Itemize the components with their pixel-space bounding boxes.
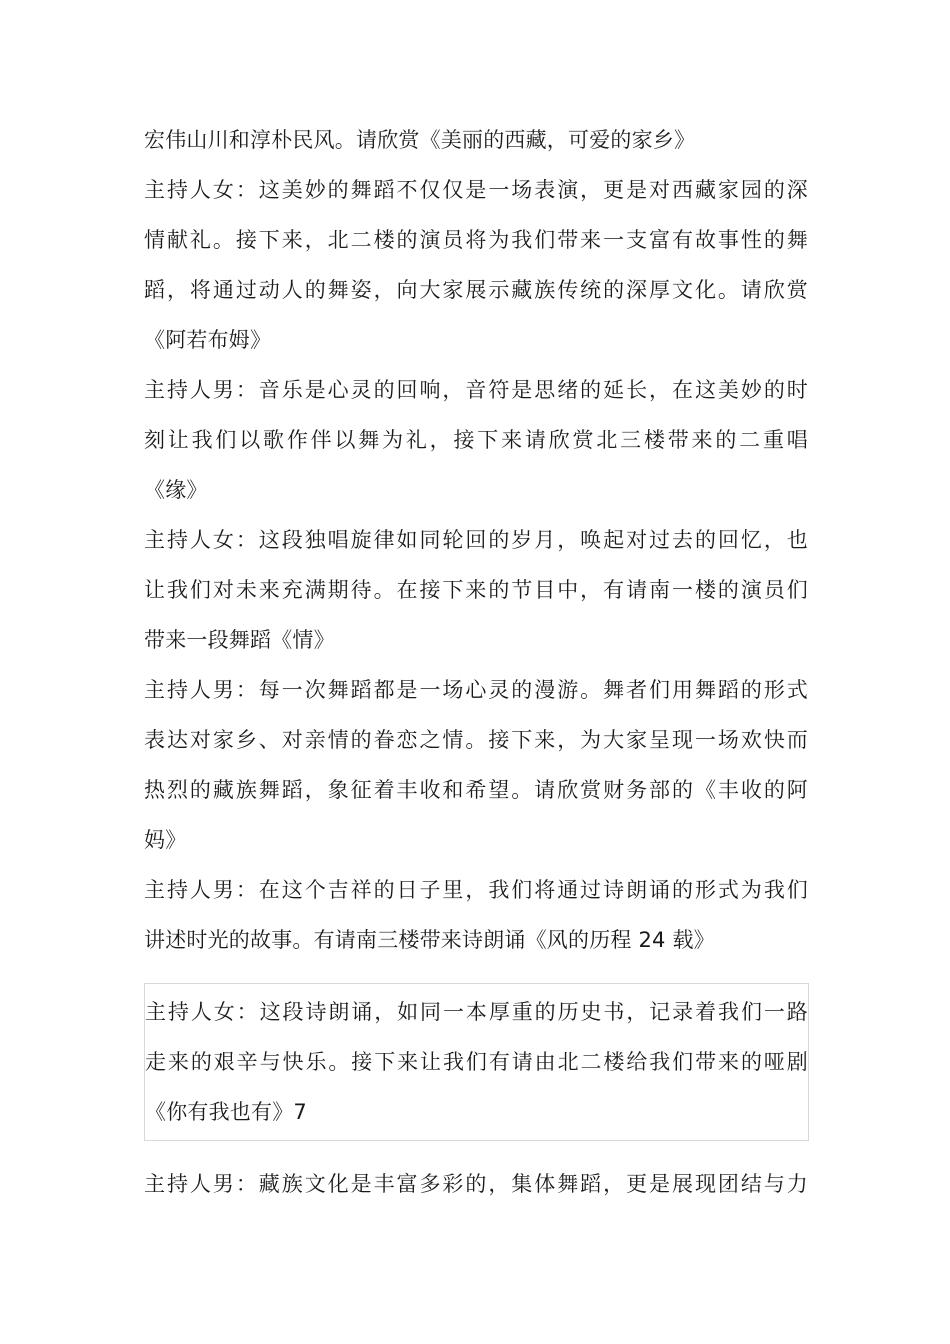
text-line: 讲述时光的故事。有请南三楼带来诗朗诵《风的历程 24 载》 [144, 928, 715, 952]
text-line: 表达对家乡、对亲情的眷恋之情。接下来，为大家呈现一场欢快而 [144, 728, 808, 752]
text-line: 主持人男：每一次舞蹈都是一场心灵的漫游。舞者们用舞蹈的形式 [144, 678, 808, 702]
document-body [144, 115, 808, 1209]
text-line: 主持人男：在这个吉祥的日子里，我们将通过诗朗诵的形式为我们 [144, 878, 808, 902]
text-line: 妈》 [144, 828, 187, 852]
text-line: 情献礼。接下来，北二楼的演员将为我们带来一支富有故事性的舞 [144, 228, 808, 252]
text-line: 走来的艰辛与快乐。接下来让我们有请由北二楼给我们带来的哑剧 [145, 1050, 808, 1074]
text-line: 主持人女：这段独唱旋律如同轮回的岁月，唤起对过去的回忆，也 [144, 528, 808, 552]
text-line: 主持人男：音乐是心灵的回响，音符是思绪的延长，在这美妙的时 [144, 378, 808, 402]
text-line: 蹈，将通过动人的舞姿，向大家展示藏族传统的深厚文化。请欣赏 [144, 278, 808, 302]
text-line: 宏伟山川和淳朴民风。请欣赏《美丽的西藏，可爱的家乡》 [144, 128, 696, 152]
text-line: 主持人男：藏族文化是丰富多彩的，集体舞蹈，更是展现团结与力 [144, 1172, 808, 1196]
text-line: 主持人女：这美妙的舞蹈不仅仅是一场表演，更是对西藏家园的深 [144, 178, 808, 202]
text-line: 刻让我们以歌作伴以舞为礼，接下来请欣赏北三楼带来的二重唱 [144, 428, 808, 452]
text-line: 热烈的藏族舞蹈，象征着丰收和希望。请欣赏财务部的《丰收的阿 [144, 778, 808, 802]
text-line: 主持人女：这段诗朗诵，如同一本厚重的历史书，记录着我们一路 [145, 1000, 808, 1024]
text-line: 《阿若布姆》 [144, 328, 272, 352]
text-line: 让我们对未来充满期待。在接下来的节目中，有请南一楼的演员们 [144, 578, 808, 602]
text-line: 《你有我也有》7 [145, 1100, 307, 1124]
paragraph-group-bottom [144, 1159, 808, 1209]
bordered-paragraph [144, 983, 809, 1141]
text-line: 《缘》 [144, 478, 208, 502]
text-line: 带来一段舞蹈《情》 [144, 628, 335, 652]
paragraph-group-top [144, 115, 808, 965]
